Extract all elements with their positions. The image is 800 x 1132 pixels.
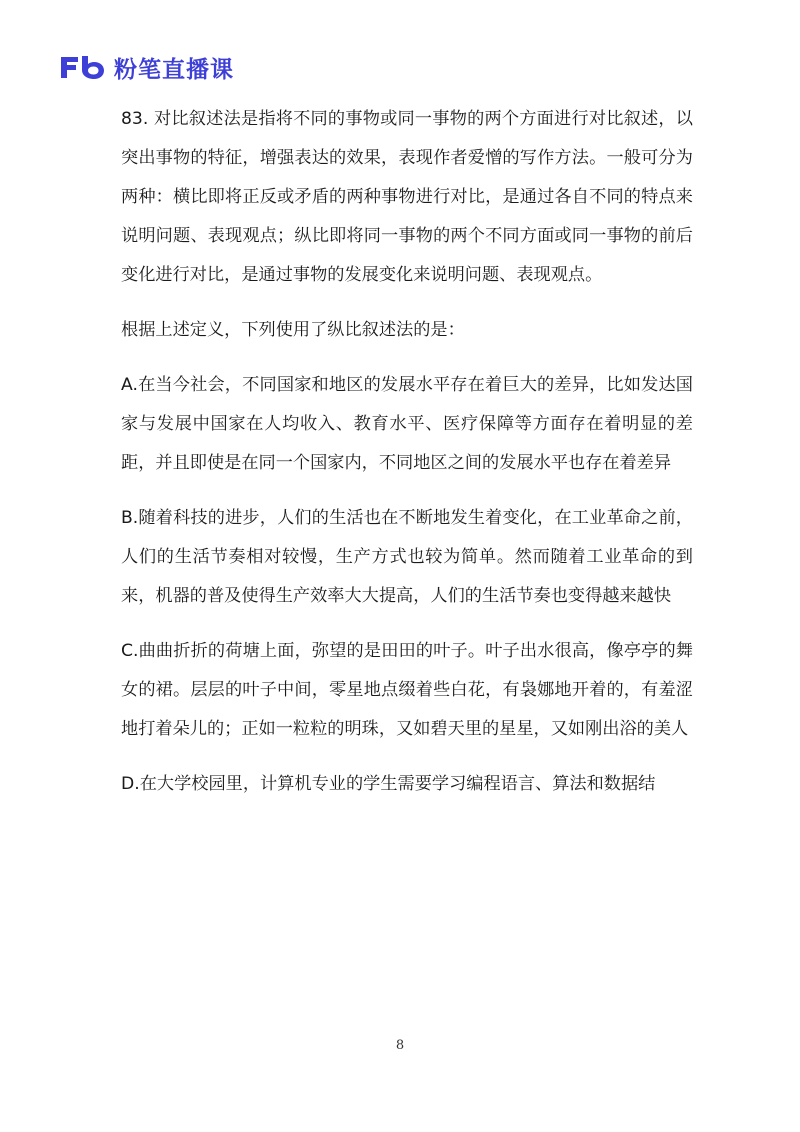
question-content [121,100,693,820]
option-b: B.随着科技的进步，人们的生活也在不断地发生着变化，在工业革命之前，人们的生活节奏相对较慢，生产方式也较为简单。然而随着工业革命的到来，机器的普及使得生产效率大大提高，人们的生活节奏也变得越来越快 [121,508,693,606]
question-stem: 83. 对比叙述法是指将不同的事物或同一事物的两个方面进行对比叙述，以突出事物的特征，增强表达的效果，表现作者爱憎的写作方法。一般可分为两种：横比即将正反或矛盾的两种事物进行对比，是通过各自不同的特点来说明问题、表现观点；纵比即将同一事物的两个不同方面或同一事物的前后变化进行对比，是通过事物的发展变化来说明问题、表现观点。 [121,109,693,285]
brand-header [58,52,234,82]
option-a: A.在当今社会，不同国家和地区的发展水平存在着巨大的差异，比如发达国家与发展中国家在人均收入、教育水平、医疗保障等方面存在着明显的差距，并且即使是在同一个国家内，不同地区之间的发展水平也存在着差异 [121,375,693,473]
page-number: 8 [395,1038,405,1053]
option-c: C.曲曲折折的荷塘上面，弥望的是田田的叶子。叶子出水很高，像亭亭的舞女的裙。层层的叶子中间，零星地点缀着些白花，有袅娜地开着的，有羞涩地打着朵儿的；正如一粒粒的明珠，又如碧天里的星星，又如刚出浴的美人 [121,641,693,739]
question-prompt: 根据上述定义，下列使用了纵比叙述法的是： [121,320,465,340]
fenbi-logo-icon [58,54,108,80]
option-d: D.在大学校园里，计算机专业的学生需要学习编程语言、算法和数据结 [121,774,656,794]
brand-name: 粉笔直播课 [114,56,234,83]
